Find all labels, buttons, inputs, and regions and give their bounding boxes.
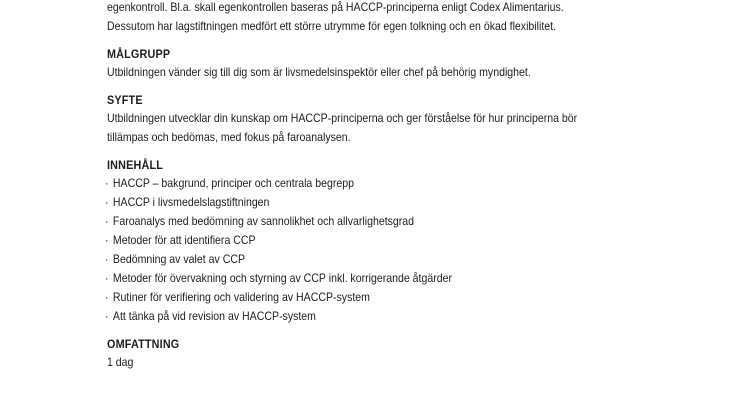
list-item-text: Faroanalys med bedömning av sannolikhet och allvarlighetsgrad [112, 214, 415, 228]
section-heading: MÅLGRUPP [107, 47, 171, 61]
list-item [105, 174, 652, 193]
document-page [107, 0, 727, 372]
bullet-icon: · [105, 233, 109, 247]
list-item-text: Att tänka på vid revision av HACCP-system [112, 309, 316, 323]
bullet-icon: · [105, 214, 109, 228]
intro-line: egenkontroll. Bl.a. skall egenkontrollen baseras på HACCP-principerna enligt Codex Alimentarius. [107, 0, 564, 14]
section-omfattning [107, 335, 727, 372]
list-item-text: Rutiner för verifiering och validering av HACCP-system [112, 290, 370, 304]
list-item [105, 307, 652, 326]
list-item-text: Metoder för att identifiera CCP [112, 233, 256, 247]
section-heading: OMFATTNING [107, 337, 180, 351]
bullet-icon: · [105, 252, 109, 266]
list-item [105, 231, 652, 250]
bullet-icon: · [105, 271, 109, 285]
section-innehall [107, 156, 727, 326]
list-item-text: HACCP i livsmedelslagstiftningen [112, 195, 270, 209]
section-text: tillämpas och bedömas, med fokus på faroanalysen. [107, 130, 351, 144]
list-item [105, 193, 652, 212]
list-item-text: Metoder för övervakning och styrning av CCP inkl. korrigerande åtgärder [112, 271, 452, 285]
content-list [107, 174, 727, 326]
bullet-icon: · [105, 176, 109, 190]
section-text: Utbildningen vänder sig till dig som är livsmedelsinspektör eller chef på behörig myndighet. [107, 65, 531, 79]
list-item-text: Bedömning av valet av CCP [112, 252, 245, 266]
list-item [105, 212, 652, 231]
bullet-icon: · [105, 309, 109, 323]
intro-paragraph [107, 0, 727, 36]
bullet-icon: · [105, 290, 109, 304]
intro-line: Dessutom har lagstiftningen medfört ett större utrymme för egen tolkning och en ökad flexibilitet. [107, 19, 557, 33]
section-heading: SYFTE [107, 93, 143, 107]
list-item [105, 269, 652, 288]
list-item [105, 288, 652, 307]
section-text: 1 dag [107, 355, 134, 369]
section-syfte [107, 91, 727, 147]
list-item [105, 250, 652, 269]
bullet-icon: · [105, 195, 109, 209]
section-malgrupp [107, 45, 727, 82]
section-text: Utbildningen utvecklar din kunskap om HACCP-principerna och ger förståelse för hur principerna bör [107, 111, 578, 125]
section-heading: INNEHÅLL [107, 158, 164, 172]
list-item-text: HACCP – bakgrund, principer och centrala begrepp [112, 176, 354, 190]
